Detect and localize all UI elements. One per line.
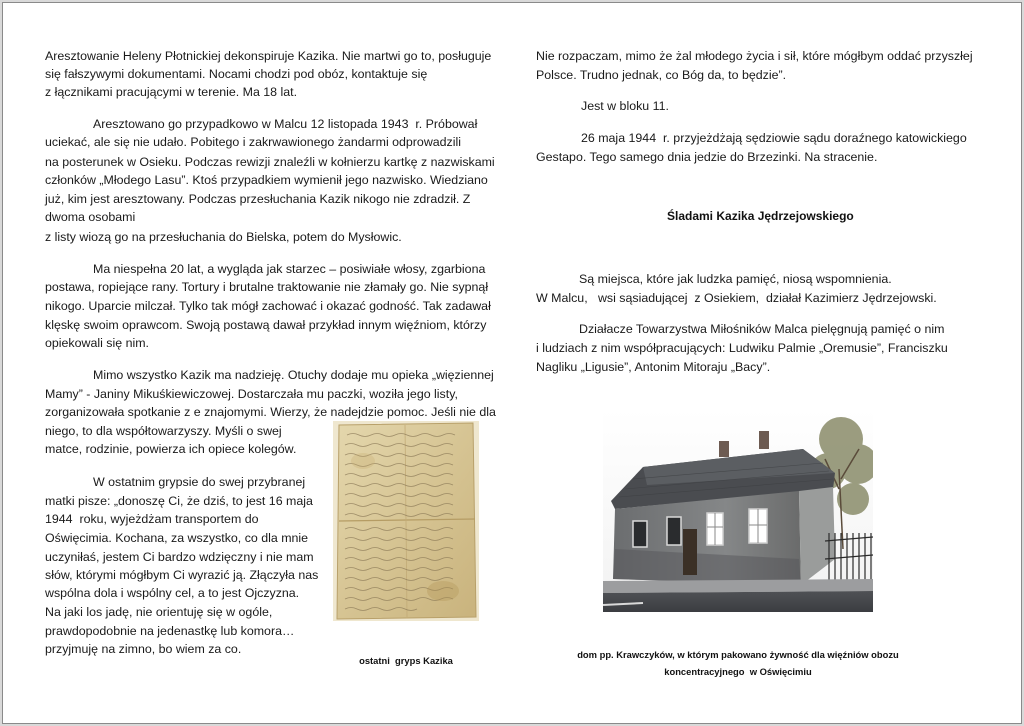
text-line: opiekowali się nim. bbox=[45, 336, 149, 350]
text-line: W ostatnim grypsie do swej przybranej bbox=[93, 475, 306, 489]
text-line: matki pisze: „donoszę Ci, że dziś, to jest 16 maja bbox=[45, 494, 313, 508]
text-line: Mimo wszystko Kazik ma nadzieję. Otuchy dodaje mu opieka „więziennej bbox=[93, 368, 494, 382]
text-line: uczyniłaś, jestem Ci bardzo wdzięczny i nie mam bbox=[45, 550, 314, 564]
document-page bbox=[2, 2, 1022, 724]
text-line: zorganizowała spotkanie z e znajomymi. Wierzy, że nadejdzie pomoc. Jeśli nie dla bbox=[45, 405, 496, 419]
text-line: z łącznikami pracującymi w terenie. Ma 18 lat. bbox=[45, 85, 298, 99]
text-line: Aresztowanie Heleny Płotnickiej dekonspiruje Kazika. Nie martwi go to, posługuje bbox=[45, 49, 492, 63]
text-line: Na jaki los jadę, nie orientuję się w ogóle, bbox=[45, 605, 273, 619]
text-line: Są miejsca, które jak ludzka pamięć, niosą wspomnienia. bbox=[579, 272, 892, 286]
text-line: niego, to dla współtowarzyszy. Myśli o swej bbox=[45, 424, 282, 438]
text-line: Nagliku „Ligusie”, Antonim Mitoraju „Bacy”. bbox=[536, 360, 771, 374]
letter-image bbox=[333, 421, 479, 621]
house-photo bbox=[603, 409, 873, 612]
text-line: prawdopodobnie na jedenastkę lub komora… bbox=[45, 624, 295, 638]
text-line: Mamy” - Janiny Mikuśkiewiczowej. Dostarczała mu paczki, woziła jego listy, bbox=[45, 387, 458, 401]
text-line: przyjmuję na zimno, bo wiem za co. bbox=[45, 642, 242, 656]
text-line: Oświęcimia. Kochana, za wszystko, co dla mnie bbox=[45, 531, 309, 545]
text-line: Ma niespełna 20 lat, a wygląda jak starzec – posiwiałe włosy, zgarbiona bbox=[93, 262, 486, 276]
text-line: już, kim jest aresztowany. Podczas przesłuchania Kazik nikogo nie zdradził. Z bbox=[45, 192, 471, 206]
text-line: na posterunek w Osieku. Podczas rewizji znaleźli w kołnierzu kartkę z nazwiskami bbox=[45, 155, 495, 169]
text-line: członków „Młodego Lasu”. Ktoś przypadkiem wymienił jego nazwisko. Wiedziano bbox=[45, 173, 488, 187]
text-line: uciekać, ale się nie udało. Pobitego i zakrwawionego żandarmi odprowadzili bbox=[45, 135, 462, 149]
text-line: Polsce. Trudno jednak, co Bóg da, to będzie”. bbox=[536, 68, 787, 82]
text-line: i ludziach z nim współpracujących: Ludwiku Palmie „Oremusie”, Franciszku bbox=[536, 341, 948, 355]
text-line: słów, którymi mógłbym Ci wyrazić ją. Złączyła nas bbox=[45, 568, 319, 582]
text-line: 26 maja 1944 r. przyjeżdżają sędziowie sądu doraźnego katowickiego bbox=[581, 131, 967, 145]
text-line: W Malcu, wsi sąsiadującej z Osiekiem, działał Kazimierz Jędrzejowski. bbox=[536, 291, 937, 305]
section-heading: Śladami Kazika Jędrzejowskiego bbox=[667, 209, 854, 223]
text-line: matce, rodzinie, powierza ich opiece kolegów. bbox=[45, 442, 297, 456]
text-line: 1944 roku, wyjeżdżam transportem do bbox=[45, 512, 259, 526]
text-line: wspólna dola i wspólny cel, a to jest Ojczyzna. bbox=[45, 586, 300, 600]
text-line: klęskę swoim oprawcom. Swoją postawą dawał przykład innym więźniom, którzy bbox=[45, 318, 487, 332]
text-line: z listy wiozą go na przesłuchania do Bielska, potem do Mysłowic. bbox=[45, 230, 402, 244]
letter-caption: ostatni gryps Kazika bbox=[359, 655, 453, 666]
text-line: się fałszywymi dokumentami. Nocami chodzi pod obóz, kontaktuje się bbox=[45, 67, 428, 81]
text-line: Nie rozpaczam, mimo że żal młodego życia i sił, które mógłbym oddać przyszłej bbox=[536, 49, 973, 63]
text-line: dwoma osobami bbox=[45, 210, 136, 224]
text-line: Gestapo. Tego samego dnia jedzie do Brzezinki. Na stracenie. bbox=[536, 150, 878, 164]
right-para-2: Jest w bloku 11. bbox=[581, 99, 669, 113]
photo-caption-line-2: koncentracyjnego w Oświęcimiu bbox=[664, 666, 812, 677]
text-line: postawa, ropiejące rany. Tortury i brutalne traktowanie nie złamały go. Nie sypnął bbox=[45, 280, 489, 294]
text-line: Działacze Towarzystwa Miłośników Malca pielęgnują pamięć o nim bbox=[579, 322, 945, 336]
text-line: Aresztowano go przypadkowo w Malcu 12 listopada 1943 r. Próbował bbox=[93, 117, 478, 131]
text-line: nikogo. Uparcie milczał. Tylko tak mógł zachować i okazać godność. Tak zadawał bbox=[45, 299, 491, 313]
photo-caption-line-1: dom pp. Krawczyków, w którym pakowano żywność dla więźniów obozu bbox=[577, 649, 899, 660]
